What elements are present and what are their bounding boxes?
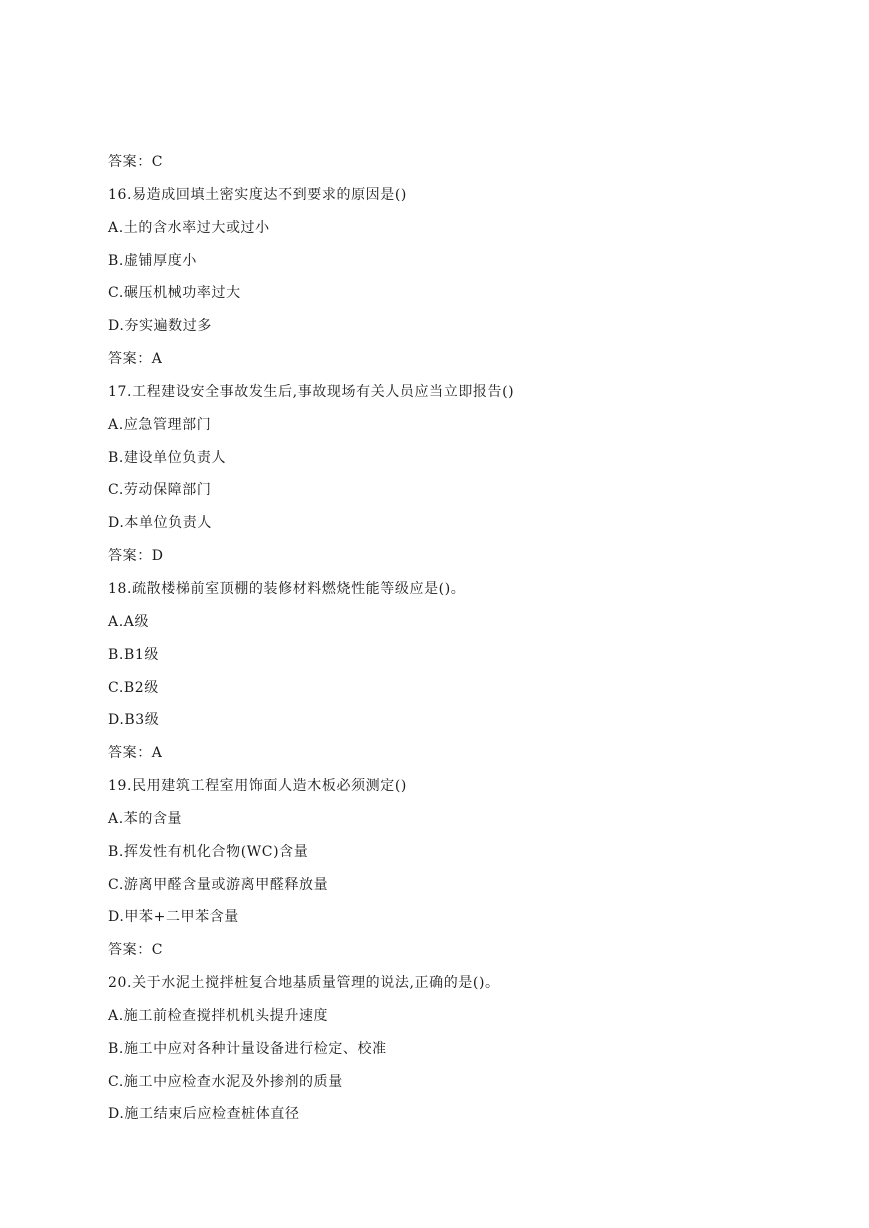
answer-line: 答案：C [108, 942, 164, 959]
answer-line: 答案：A [108, 351, 163, 368]
answer-line: 答案：D [108, 548, 164, 565]
question-stem: 16.易造成回填土密实度达不到要求的原因是() [108, 186, 407, 203]
question-block [108, 969, 788, 1133]
question-block [108, 181, 788, 378]
option-d: D.甲苯+二甲苯含量 [108, 909, 239, 926]
option-a: A.土的含水率过大或过小 [108, 219, 270, 236]
answer-line: 答案：A [108, 745, 163, 762]
option-a: A.苯的含量 [108, 810, 183, 827]
question-block [108, 378, 788, 575]
option-b: B.建设单位负责人 [108, 449, 227, 466]
question-block [108, 575, 788, 772]
option-a: A.A级 [108, 613, 150, 630]
question-block [108, 772, 788, 969]
option-c: C.劳动保障部门 [108, 482, 212, 499]
answer-line: 答案：C [108, 154, 164, 170]
option-a: A.施工前检查搅拌机机头提升速度 [108, 1007, 329, 1024]
option-d: D.本单位负责人 [108, 515, 212, 532]
question-stem: 18.疏散楼梯前室顶棚的装修材料燃烧性能等级应是()。 [108, 580, 466, 597]
option-b: B.挥发性有机化合物(WC)含量 [108, 843, 309, 860]
document-page [108, 148, 788, 1133]
option-c: C.游离甲醛含量或游离甲醛释放量 [108, 876, 329, 893]
option-b: B.虚铺厚度小 [108, 252, 197, 269]
option-d: D.施工结束后应检查桩体直径 [108, 1106, 300, 1123]
option-d: D.夯实遍数过多 [108, 318, 212, 335]
question-stem: 19.民用建筑工程室用饰面人造木板必须测定() [108, 778, 407, 795]
option-c: C.B2级 [108, 679, 159, 696]
option-c: C.施工中应检查水泥及外掺剂的质量 [108, 1073, 343, 1090]
option-c: C.碾压机械功率过大 [108, 285, 241, 302]
option-b: B.B1级 [108, 646, 159, 663]
question-stem: 20.关于水泥土搅拌桩复合地基质量管理的说法,正确的是()。 [108, 975, 500, 992]
option-b: B.施工中应对各种计量设备进行检定、校准 [108, 1040, 387, 1057]
question-stem: 17.工程建设安全事故发生后,事故现场有关人员应当立即报告() [108, 383, 515, 400]
option-d: D.B3级 [108, 712, 160, 729]
option-a: A.应急管理部门 [108, 416, 212, 433]
